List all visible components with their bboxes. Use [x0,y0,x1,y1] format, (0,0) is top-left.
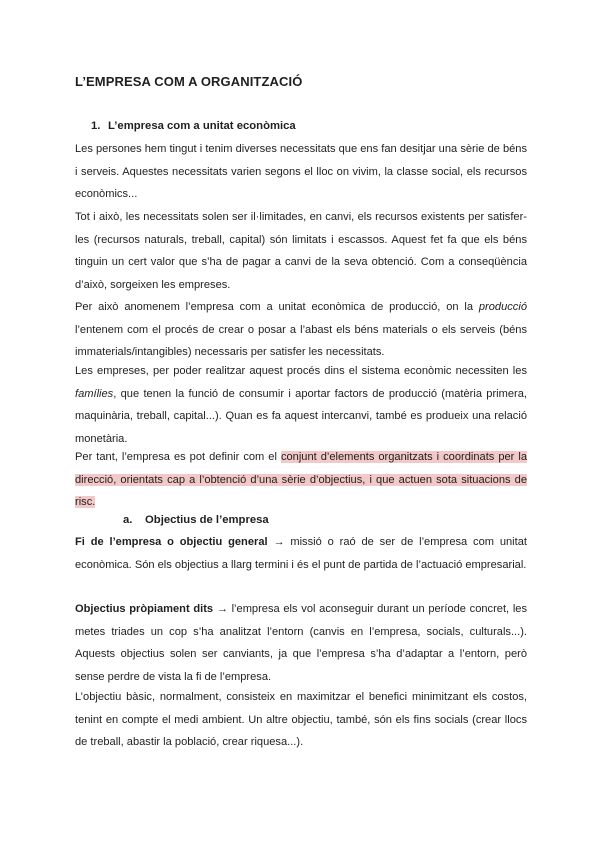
paragraph-basic-objective: L’objectiu bàsic, normalment, consisteix en maximitzar el benefici minimitzant els costos, tenint en compte el medi ambient. Un altre objectiu, també, són els fins socials (crear llocs de treball, abastir la població, crear riquesa...). [75,691,527,749]
paragraph-specific-objectives [75,598,527,688]
highlighted-definition: conjunt d’elements organitzats i coordinats per la direcció, orientats cap a l’obtenció d’una sèrie d’objectius, i que actuen sota situacions de risc. [75,451,528,509]
paragraph-text: Per això anomenem l’empresa com a unitat econòmica de producció, on la [75,301,479,313]
subsection-number: a. [123,514,133,526]
paragraph-resources: Tot i això, les necessitats solen ser il·limitades, en canvi, els recursos existents per satisfer-les (recursos naturals, treball, capital) són limitats i escassos. Aquest fet fa que els béns tinguin un cert valor que s’ha de pagar a canvi de la seva obtenció. Com a conseqüència d’això, sorgeixen les empreses. [75,211,527,291]
paragraph-families [75,360,527,450]
paragraph-text: Per tant, l’empresa es pot definir com el [75,451,281,463]
paragraph-text: l’entenem com el procés de crear o posar a l’abast els béns materials o els serveis (béns immaterials/intangibles) necessaris per satisfer les necessitats. [75,323,527,359]
term-bold: Objectius pròpiament dits [75,603,214,615]
document-title: L’EMPRESA COM A ORGANITZACIÓ [75,74,303,89]
paragraph-text: → l’empresa els vol aconseguir durant un període concret, les metes triades un cop s’ha analitzat l’entorn (canvis en l’empresa, socials, culturals...). Aquests objectius solen ser canviants, ja que l’empresa s’ha d’adaptar a l’entorn, però sense perdre de vista la fi de l’empresa. [75,603,527,683]
paragraph-text: Les empreses, per poder realitzar aquest procés dins el sistema econòmic necessiten les [75,365,527,377]
section-heading [91,120,296,132]
emphasis-text: famílies [75,387,114,400]
paragraph-general-objective [75,531,527,576]
subsection-heading [123,514,269,526]
section-number: 1. [91,120,101,132]
paragraph-production [75,296,527,364]
term-bold: Fi de l’empresa o objectiu general [75,536,268,548]
paragraph-text: , que tenen la funció de consumir i aportar factors de producció (matèria primera, maquinària, treball, capital...). Quan es fa aquest intercanvi, també es produeix una relació monetària. [75,387,527,445]
section-heading-text: L’empresa com a unitat econòmica [108,120,296,132]
subsection-heading-text: Objectius de l’empresa [145,514,269,526]
emphasis-text: producció [478,301,527,313]
paragraph-needs: Les persones hem tingut i tenim diverses necessitats que ens fan desitjar una sèrie de béns i serveis. Aquestes necessitats varien segons el lloc on vivim, la classe social, els recursos econòmics... [75,143,527,201]
paragraph-text: → missió o raó de ser de l’empresa com unitat econòmica. Són els objectius a llarg termini i és el punt de partida de l’actuació empresarial. [75,536,527,571]
paragraph-definition [75,446,527,514]
